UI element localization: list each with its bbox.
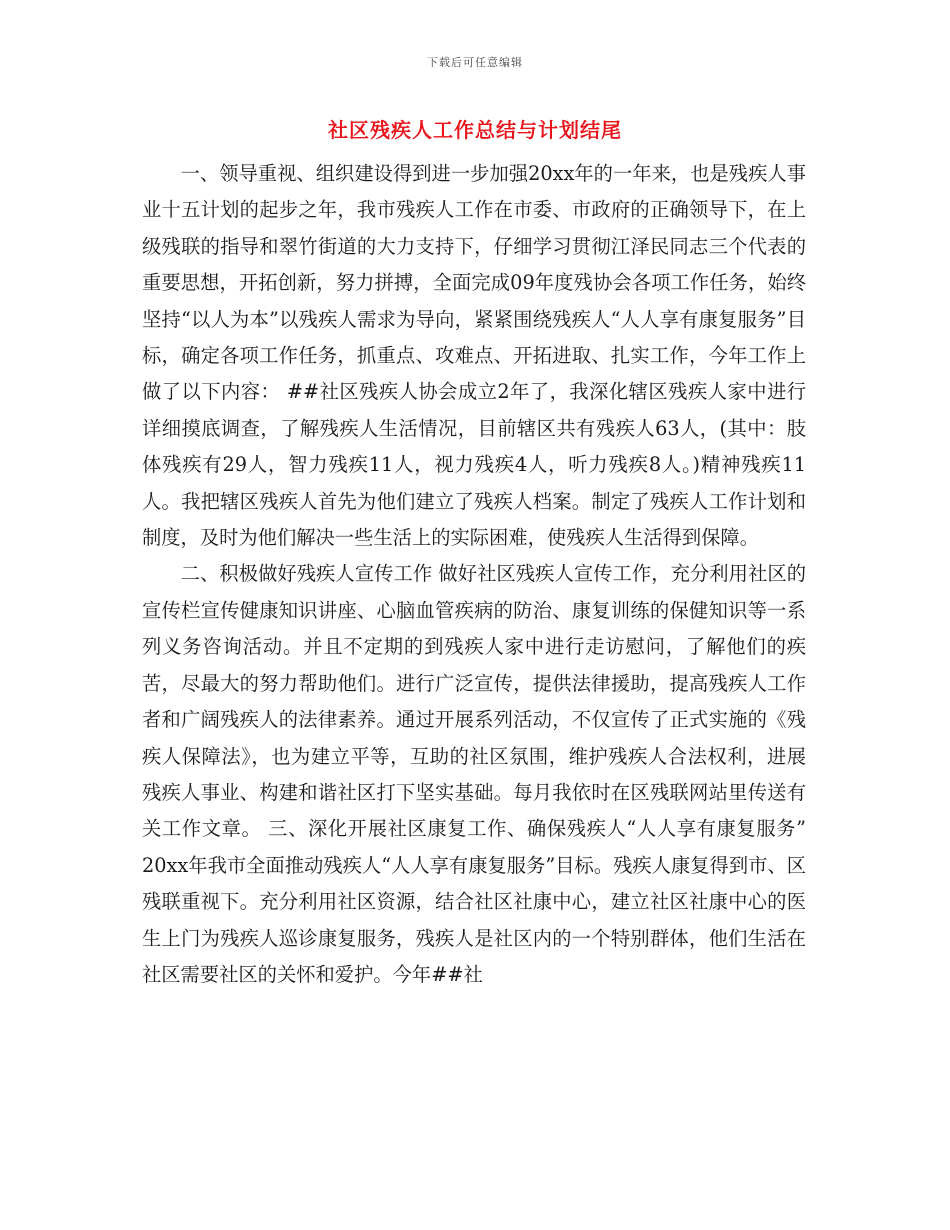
paragraph-1: 一、领导重视、组织建设得到进一步加强20xx年的一年来，也是残疾人事业十五计划的起步之年，我市残疾人工作在市委、市政府的正确领导下，在上级残联的指导和翠竹街道的大力支持下，仔细学习贯彻江泽民同志三个代表的重要思想，开拓创新，努力拼搏，全面完成09年度残协会各项工作任务，始终坚持“以人为本”以残疾人需求为导向，紧紧围绕残疾人“人人享有康复服务”目标，确定各项工作任务，抓重点、攻难点、开拓进取、扎实工作，今年工作上做了以下内容： ##社区残疾人协会成立2年了，我深化辖区残疾人家中进行详细摸底调查，了解残疾人生活情况，目前辖区共有残疾人63人，(其中：肢体残疾有29人，智力残疾11人，视力残疾4人，听力残疾8人。)精神残疾11人。我把辖区残疾人首先为他们建立了残疾人档案。制定了残疾人工作计划和制度，及时为他们解决一些生活上的实际困难，使残疾人生活得到保障。 — [142, 162, 806, 550]
paragraph-2: 二、积极做好残疾人宣传工作 做好社区残疾人宣传工作，充分利用社区的宣传栏宣传健康知识讲座、心脑血管疾病的防治、康复训练的保健知识等一系列义务咨询活动。并且不定期的到残疾人家中进行走访慰问，了解他们的疾苦，尽最大的努力帮助他们。进行广泛宣传，提供法律援助，提高残疾人工作者和广阔残疾人的法律素养。通过开展系列活动，不仅宣传了正式实施的《残疾人保障法》，也为建立平等，互助的社区氛围，维护残疾人合法权利，进展残疾人事业、构建和谐社区打下坚实基础。每月我依时在区残联网站里传送有关工作文章。 三、深化开展社区康复工作、确保残疾人“人人享有康复服务” 20xx年我市全面推动残疾人“人人享有康复服务”目标。残疾人康复得到市、区残联重视下。充分利用社区资源，结合社区社康中心，建立社区社康中心的医生上门为残疾人巡诊康复服务，残疾人是社区内的一个特别群体，他们生活在社区需要社区的关怀和爱护。今年##社 — [142, 562, 806, 986]
document-body — [142, 156, 806, 993]
header-note: 下载后可任意编辑 — [427, 56, 523, 69]
document-title: 社区残疾人工作总结与计划结尾 — [328, 118, 622, 142]
